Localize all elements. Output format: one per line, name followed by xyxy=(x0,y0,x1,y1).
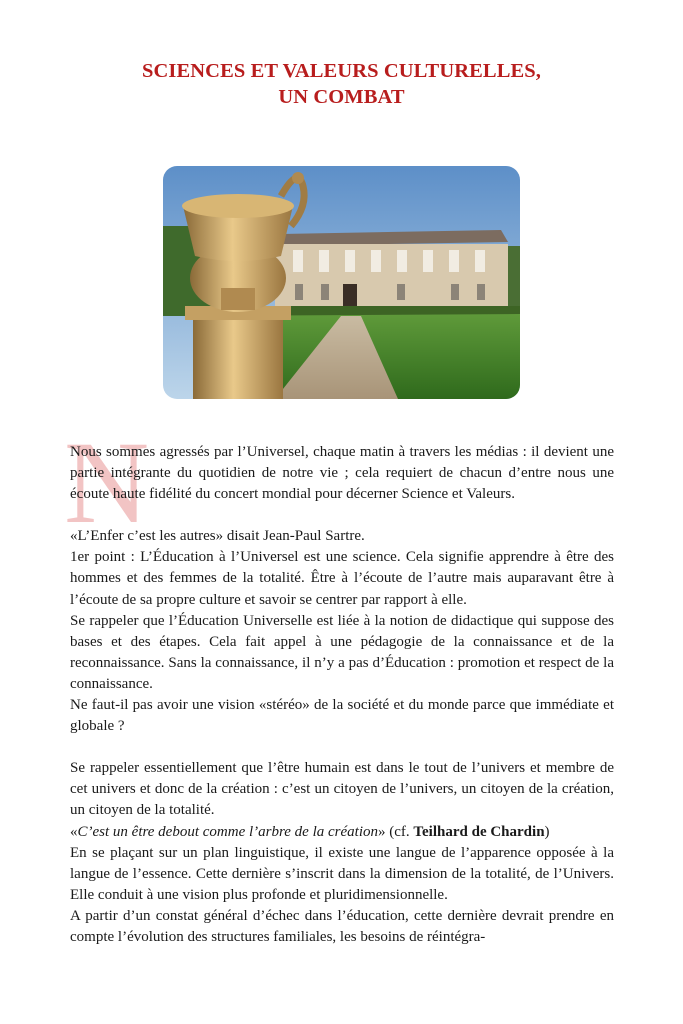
title-line-1: SCIENCES ET VALEURS CULTURELLES, xyxy=(142,60,541,82)
quote-open: « xyxy=(70,823,78,840)
page-title xyxy=(60,58,623,110)
paragraph-3: 1er point : L’Éducation à l’Universel est une science. Cela signifie apprendre à être des hommes et des femmes de la totalité. Être à l’écoute de l’autre mais auparavant être à l’écoute de sa propre culture et savoir se centrer par rapport à elle. xyxy=(70,549,614,608)
paragraph-1: Nous sommes agressés par l’Universel, chaque matin à travers les médias : il devient une partie intégrante du quotidien de notre vie ; cela requiert de chacun d’entre nous une écoute haute fidélité du concert mondial pour décerner Science et Valeurs. xyxy=(70,444,614,503)
paragraph-2: «L’Enfer c’est les autres» disait Jean-Paul Sartre. xyxy=(70,528,365,545)
paren-close: ) xyxy=(544,823,550,840)
quote-text: C’est un être debout comme l’arbre de la création xyxy=(77,823,378,840)
paragraph-5: Ne faut-il pas avoir une vision «stéréo» de la société et du monde parce que immédiate et globale ? xyxy=(70,697,614,735)
quote-close: » (cf. xyxy=(377,823,414,840)
quote-author: Teilhard de Chardin xyxy=(413,823,545,840)
article-body xyxy=(70,442,614,948)
title-line-2: UN COMBAT xyxy=(278,86,405,108)
paragraph-7 xyxy=(70,822,614,843)
paragraph-9: A partir d’un constat général d’échec dans l’éducation, cette dernière devrait prendre en compte l’évolution des structures familiales, les besoins de réintégra- xyxy=(70,907,614,945)
drop-cap-letter: N xyxy=(64,417,150,548)
paragraph-8: En se plaçant sur un plan linguistique, il existe une langue de l’apparence opposée à la langue de l’essence. Cette dernière s’inscrit dans la dimension de la totalité, de l’Univers. Elle conduit à une vision plus profonde et pluridimensionnelle. xyxy=(70,844,614,903)
chateau-garden-photo xyxy=(163,166,520,399)
paragraph-6: Se rappeler essentiellement que l’être humain est dans le tout de l’univers et membre de cet univers et donc de la création : c’est un citoyen de l’univers, un citoyen de la création, un citoyen de la totalité. xyxy=(70,760,614,819)
paragraph-4: Se rappeler que l’Éducation Universelle est liée à la notion de didactique qui suppose des bases et des étapes. Cela fait appel à une pédagogie de la connaissance et de la reconnaissance. Sans la connaissance, il n’y a pas d’Éducation : promotion et respect de la connaissance. xyxy=(70,612,614,692)
